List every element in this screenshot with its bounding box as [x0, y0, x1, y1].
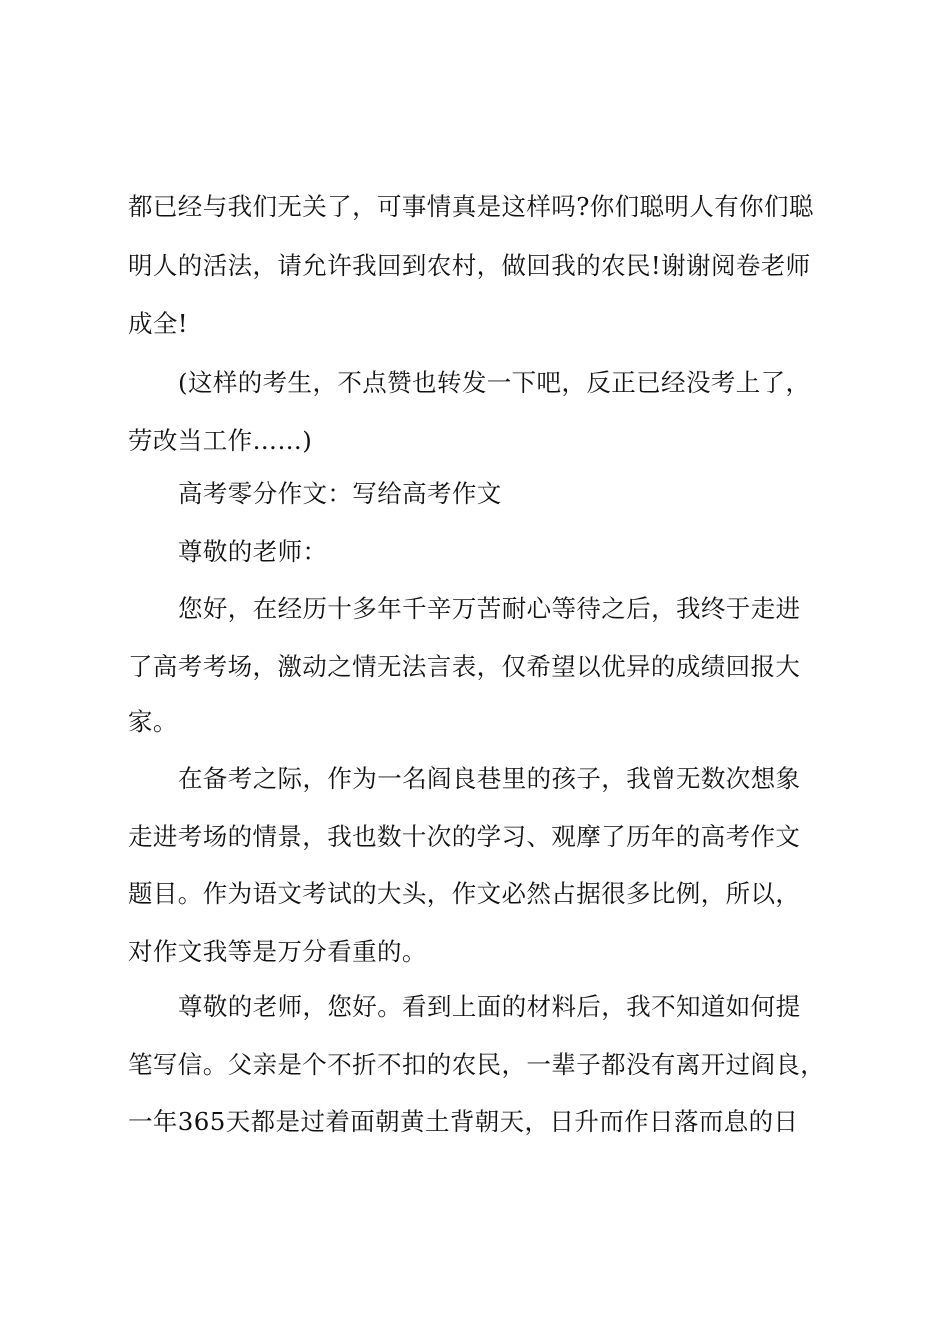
text-line: (这样的考生，不点赞也转发一下吧，反正已经没考上了，: [178, 368, 811, 397]
section-title: 高考零分作文：写给高考作文: [178, 479, 502, 508]
text-line: 成全!: [128, 309, 189, 338]
text-line: 家。: [128, 707, 178, 736]
text-line: 在备考之际，作为一名阎良巷里的孩子，我曾无数次想象: [178, 764, 801, 793]
text-line: 走进考场的情景，我也数十次的学习、观摩了历年的高考作文: [128, 822, 801, 851]
text-line: 您好，在经历十多年千辛万苦耐心等待之后，我终于走进: [178, 594, 801, 623]
text-line: 尊敬的老师，您好。看到上面的材料后，我不知道如何提: [178, 992, 801, 1021]
text-line: 题目。作为语文考试的大头，作文必然占据很多比例，所以，: [128, 879, 801, 908]
text-line: 一年365天都是过着面朝黄土背朝天，日升而作日落而息的日: [128, 1107, 799, 1136]
text-line: 笔写信。父亲是个不折不扣的农民，一辈子都没有离开过阎良，: [128, 1050, 826, 1079]
text-line: 劳改当工作……): [128, 426, 313, 455]
salutation: 尊敬的老师：: [178, 537, 328, 566]
text-line: 了高考考场，激动之情无法言表，仅希望以优异的成绩回报大: [128, 652, 801, 681]
text-line: 对作文我等是万分看重的。: [128, 937, 427, 966]
text-line: 都已经与我们无关了，可事情真是这样吗?你们聪明人有你们聪: [128, 192, 814, 221]
text-line: 明人的活法，请允许我回到农村，做回我的农民!谢谢阅卷老师: [128, 251, 811, 280]
